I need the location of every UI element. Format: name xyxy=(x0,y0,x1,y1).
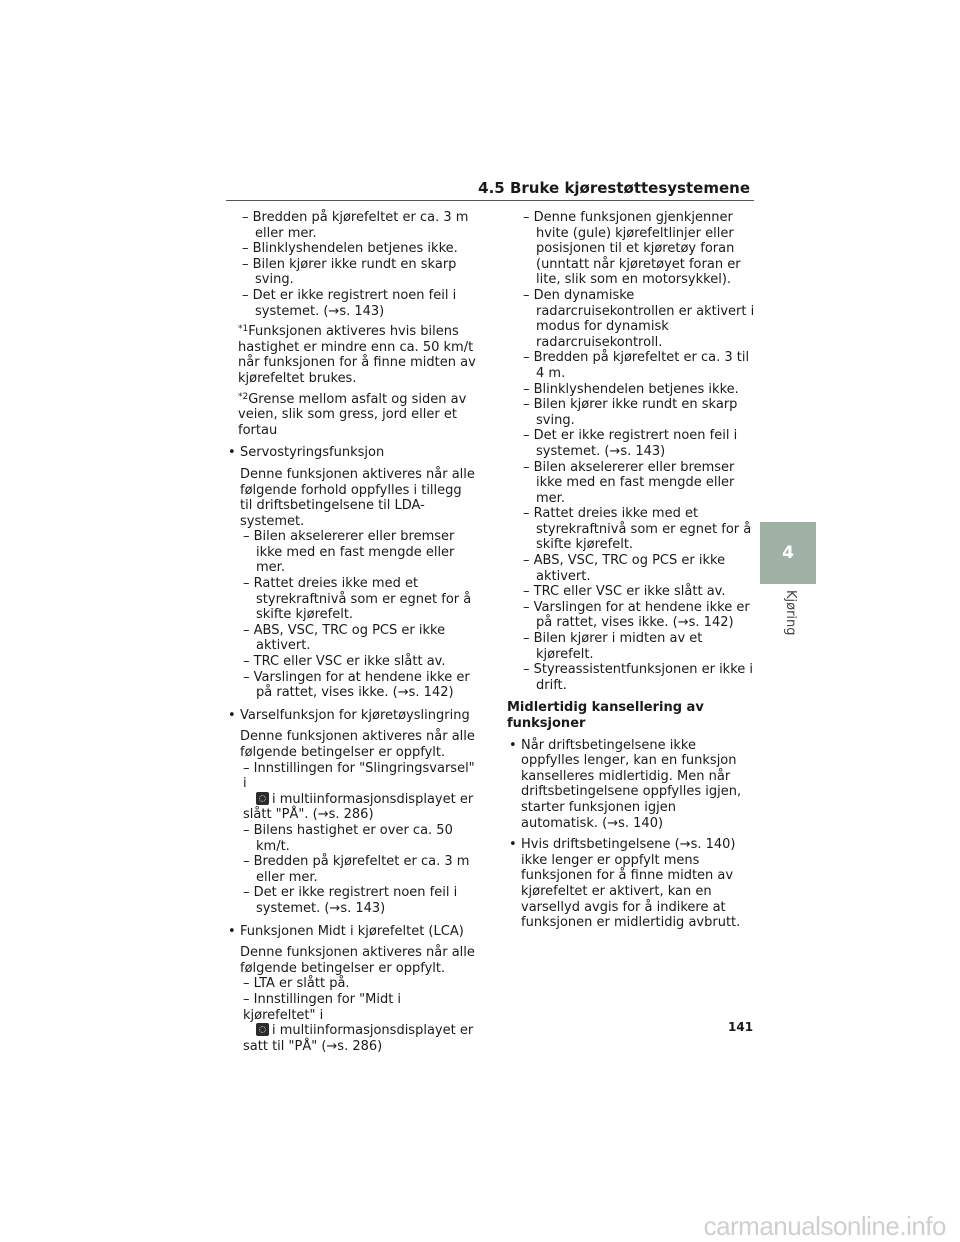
list-item-text: i multiinformasjonsdisplayet er xyxy=(272,1023,474,1039)
gear-icon xyxy=(256,792,269,805)
bullet-text: Når driftsbetingelsene ikke oppfylles lenger, kan en funksjon kanselleres midlertidig. Men når driftsbetingelsene oppfylles igjen, starter funksjonen igjen automatisk. (→s. 140) xyxy=(521,737,742,831)
bullet-title: Funksjonen Midt i kjørefeltet (LCA) xyxy=(240,923,464,939)
list-item: – Bredden på kjørefeltet er ca. 3 til 4 m. xyxy=(523,350,750,381)
list-item xyxy=(240,992,476,1054)
bullet-title: Varselfunksjon for kjøretøyslingring xyxy=(240,707,470,723)
bullet-item xyxy=(507,837,757,931)
bullet-icon: • xyxy=(228,445,236,461)
list-item: – Bredden på kjørefeltet er ca. 3 m eller mer. xyxy=(243,854,470,885)
left-column xyxy=(226,210,476,1054)
bullet-icon: • xyxy=(228,923,236,939)
list-item: – Bilens hastighet er over ca. 50 km/t. xyxy=(243,822,453,854)
list-item: – Denne funksjonen gjenkjenner hvite (gule) kjørefeltlinjer eller posisjonen til et kjøretøy foran (unntatt når kjøretøyet foran er lite, slik som en motorsykkel). xyxy=(523,210,741,288)
footnote-text: Funksjonen aktiveres hvis bilens hastighet er mindre enn ca. 50 km/t når funksjonen for å finne midten av kjørefeltet brukes. xyxy=(238,324,476,386)
bullet-item xyxy=(507,738,757,832)
list-item: – Bilen kjører ikke rundt en skarp sving. xyxy=(523,397,738,428)
bullet-title: Servostyringsfunksjon xyxy=(240,445,385,461)
bullet-icon: • xyxy=(509,737,517,753)
bullet-text: Hvis driftsbetingelsene (→s. 140) ikke lenger er oppfylt mens funksjonen for å finne midten av kjørefeltet er aktivert, kan en varsellyd avgis for å indikere at funksjonen er midlertidig avbrutt. xyxy=(521,837,741,931)
list-item: – TRC eller VSC er ikke slått av. xyxy=(523,584,726,600)
bullet-icon: • xyxy=(509,837,517,853)
bullet-intro: Denne funksjonen aktiveres når alle følgende betingelser er oppfylt. xyxy=(240,729,475,760)
gear-icon xyxy=(256,1023,269,1036)
list-item xyxy=(240,761,476,823)
list-item: – Blinklyshendelen betjenes ikke. xyxy=(242,241,458,257)
chapter-number: 4 xyxy=(782,543,794,563)
list-item: – Det er ikke registrert noen feil i systemet. (→s. 143) xyxy=(242,287,457,319)
list-item: – Rattet dreies ikke med et styrekraftnivå som er egnet for å skifte kjørefelt. xyxy=(523,506,752,553)
list-item-line: satt til "PÅ" (→s. 286) xyxy=(243,1038,383,1054)
footnote-1 xyxy=(226,322,476,386)
list-item: – Varslingen for at hendene ikke er på rattet, vises ikke. (→s. 142) xyxy=(523,599,750,631)
list-item: – Bilen akselererer eller bremser ikke med en fast mengde eller mer. xyxy=(243,529,455,576)
bullet-icon: • xyxy=(228,707,236,723)
list-item-line: – Innstillingen for "Slingringsvarsel" i xyxy=(243,760,475,792)
list-item-line xyxy=(243,792,476,808)
footnote-2 xyxy=(226,390,476,439)
right-column xyxy=(507,210,757,931)
list-item: – Bilen akselererer eller bremser ikke med en fast mengde eller mer. xyxy=(523,459,735,506)
list-item: – Bredden på kjørefeltet er ca. 3 m eller mer. xyxy=(242,210,469,241)
list-item: – TRC eller VSC er ikke slått av. xyxy=(243,654,446,670)
bullet-intro: Denne funksjonen aktiveres når alle følgende betingelser er oppfylt. xyxy=(240,945,475,976)
list-item: – Bilen kjører ikke rundt en skarp sving. xyxy=(242,256,457,288)
page-number: 141 xyxy=(728,1020,754,1034)
list-item: – Den dynamiske radarcruisekontrollen er aktivert i modus for dynamisk radarcruisekontroll. xyxy=(523,287,755,350)
watermark: carmanualsonline.info xyxy=(703,1211,946,1241)
footnote-marker: *2 xyxy=(238,391,249,402)
list-item: – Det er ikke registrert noen feil i systemet. (→s. 143) xyxy=(523,428,738,459)
bullet-sway-warning xyxy=(226,708,476,917)
chapter-tab xyxy=(760,522,816,584)
section-header xyxy=(226,178,754,201)
list-item: – ABS, VSC, TRC og PCS er ikke aktivert. xyxy=(523,553,726,584)
list-item: – Bilen kjører i midten av et kjørefelt. xyxy=(523,631,703,662)
list-item: – ABS, VSC, TRC og PCS er ikke aktivert. xyxy=(243,622,446,654)
section-title: 4.5 Bruke kjørestøttesystemene xyxy=(478,179,750,197)
list-item: – Styreassistentfunksjonen er ikke i drift. xyxy=(523,662,754,693)
list-item: – Rattet dreies ikke med et styrekraftnivå som er egnet for å skifte kjørefelt. xyxy=(243,576,472,623)
subheading-temporary-cancel: Midlertidig kansellering av funksjoner xyxy=(507,700,704,731)
list-item: – LTA er slått på. xyxy=(243,976,350,992)
list-item: – Varslingen for at hendene ikke er på rattet, vises ikke. (→s. 142) xyxy=(243,669,470,701)
list-item-line: – Innstillingen for "Midt i kjørefeltet" i xyxy=(243,991,402,1023)
bullet-lane-centering xyxy=(226,924,476,1055)
list-item: – Det er ikke registrert noen feil i systemet. (→s. 143) xyxy=(243,885,458,916)
footnote-marker: *1 xyxy=(238,324,249,335)
list-item: – Blinklyshendelen betjenes ikke. xyxy=(523,381,739,397)
bullet-intro: Denne funksjonen aktiveres når alle følgende forhold oppfylles i tillegg til driftsbetingelsene til LDA-systemet. xyxy=(240,466,475,529)
list-item-text: i multiinformasjonsdisplayet er xyxy=(272,791,474,807)
list-item-line: slått "PÅ". (→s. 286) xyxy=(243,807,374,823)
footnote-text: Grense mellom asfalt og siden av veien, slik som gress, jord eller et fortau xyxy=(238,391,467,438)
chapter-label: Kjøring xyxy=(783,590,798,636)
bullet-servo xyxy=(226,445,476,701)
list-item-line xyxy=(243,1023,476,1039)
